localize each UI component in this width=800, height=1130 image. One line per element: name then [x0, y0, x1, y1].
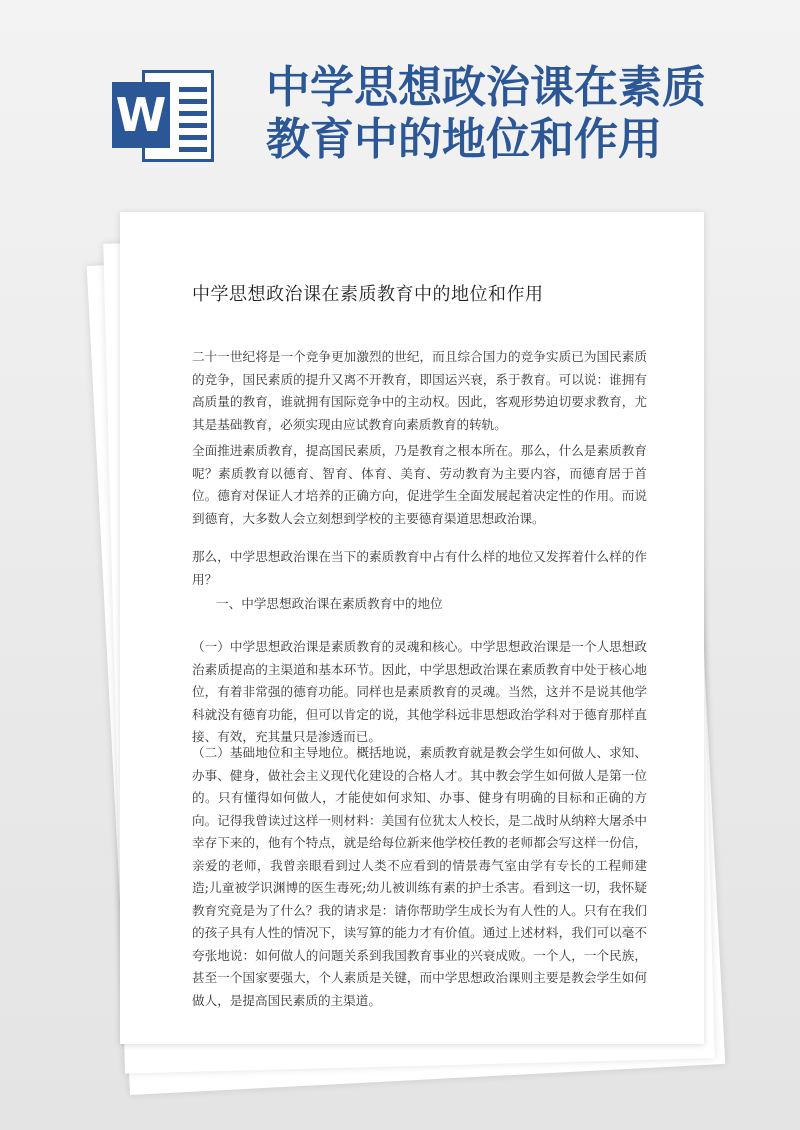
doc-line-decoration	[179, 123, 207, 128]
paragraph: 二十一世纪将是一个竞争更加激烈的世纪，而且综合国力的竞争实质已为国民素质的竞争，国民素质的提升又离不开教育，即国运兴衰，系于教育。可以说：谁拥有高质量的教育，谁就拥有国际竞争中的主动权。因此，客观形势迫切要求教育，尤其是基础教育，必须实现由应试教育向素质教育的转轨。	[192, 349, 647, 432]
header-title-line2: 教育中的地位和作用	[266, 114, 662, 165]
paragraph: 那么，中学思想政治课在当下的素质教育中占有什么样的地位又发挥着什么样的作用？	[192, 549, 647, 587]
document-page	[120, 212, 704, 1044]
paragraph: 全面推进素质教育，提高国民素质，乃是教育之根本所在。那么，什么是素质教育呢？素质教育以德育、智育、体育、美育、劳动教育为主要内容，而德育居于首位。德育对保证人才培养的正确方向，促进学生全面发展起着决定性的作用。而说到德育，大多数人会立刻想到学校的主要德育渠道思想政治课。	[192, 443, 647, 526]
document-title: 中学思想政治课在素质教育中的地位和作用	[192, 284, 544, 305]
section-heading: 一、中学思想政治课在素质教育中的地位	[216, 596, 443, 611]
paragraph: （二）基础地位和主导地位。概括地说，素质教育就是教会学生如何做人、求知、办事、健身，做社会主义现代化建设的合格人才。其中教会学生如何做人是第一位的。只有懂得如何做人，才能使如何求知、办事、健身有明确的目标和正确的方向。记得我曾读过这样一则材料：美国有位犹太人校长，是二战时从纳粹大屠杀中幸存下来的，他有个特点，就是给每位新来他学校任教的老师都会写这样一份信，亲爱的老师，我曾亲眼看到过人类不应看到的情景毒气室由学有专长的工程师建造;儿童被学识渊博的医生毒死;幼儿被训练有素的护士杀害。看到这一切，我怀疑教育究竟是为了什么？我的请求是：请你帮助学生成长为有人性的人。只有在我们的孩子具有人性的情况下，读写算的能力才有价值。通过上述材料，我们可以毫不夸张地说：如何做人的问题关系到我国教育事业的兴衰成败。一个人，一个民族，甚至一个国家要强大，个人素质是关键，而中学思想政治课则主要是教会学生如何做人，是提高国民素质的主渠道。	[192, 745, 647, 1008]
word-badge-letter: W	[112, 82, 170, 148]
word-document-icon	[112, 70, 216, 162]
doc-line-decoration	[179, 111, 207, 116]
doc-line-decoration	[179, 99, 207, 104]
doc-line-decoration	[179, 147, 207, 152]
header-title	[266, 62, 786, 166]
doc-line-decoration	[179, 135, 207, 140]
doc-line-decoration	[179, 87, 207, 92]
header-title-line1: 中学思想政治课在素质	[266, 62, 706, 113]
paragraph: （一）中学思想政治课是素质教育的灵魂和核心。中学思想政治课是一个人思想政治素质提高的主渠道和基本环节。因此，中学思想政治课在素质教育中处于核心地位，有着非常强的德育功能。同样也是素质教育的灵魂。当然，这并不是说其他学科就没有德育功能，但可以肯定的说，其他学科远非思想政治学科对于德育那样直接、有效，充其量只是渗透而已。	[192, 639, 647, 744]
